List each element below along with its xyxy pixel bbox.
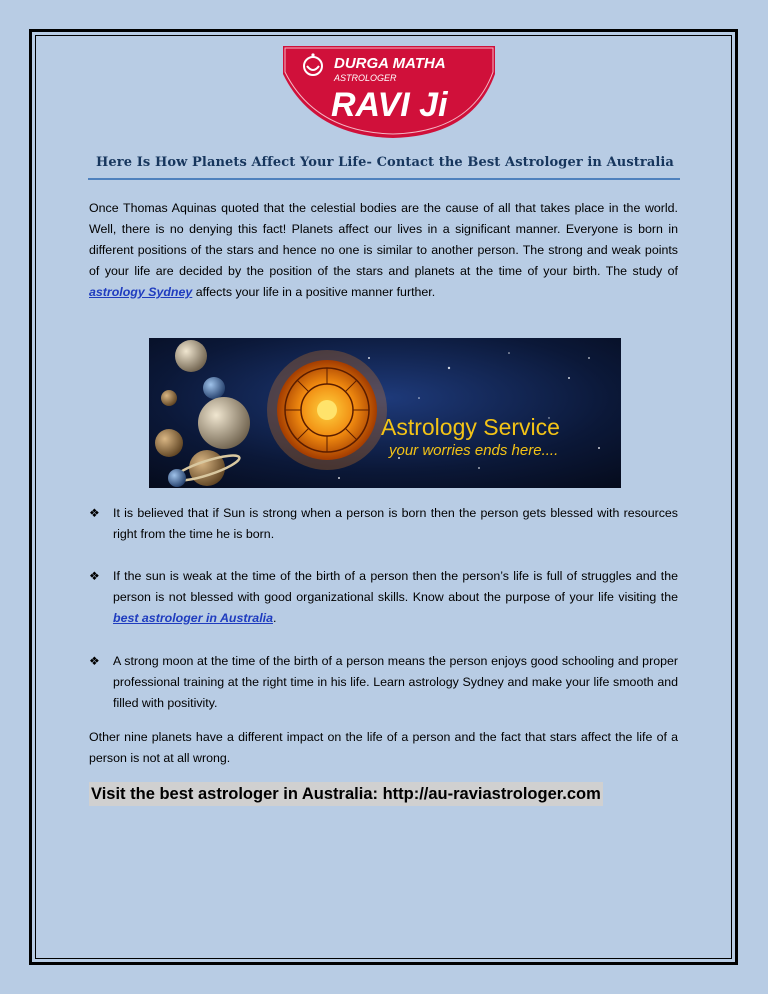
diamond-bullet-icon: ❖ xyxy=(89,569,100,583)
best-astrologer-link[interactable]: best astrologer in Australia xyxy=(113,611,273,625)
bullet-item-3 xyxy=(89,651,678,714)
diamond-bullet-icon: ❖ xyxy=(89,506,100,520)
logo-line2: ASTROLOGER xyxy=(334,73,397,83)
astrology-service-banner xyxy=(149,338,621,488)
intro-paragraph xyxy=(89,198,678,303)
page-title: Here Is How Planets Affect Your Life- Contact the Best Astrologer in Australia xyxy=(96,155,674,170)
logo-line3: RAVI Ji xyxy=(331,86,448,124)
banner-line2: your worries ends here.... xyxy=(389,442,559,459)
bullet-text xyxy=(113,566,678,629)
bullet-text-before: If the sun is weak at the time of the birth of a person then the person’s life is full of struggles and the person is not blessed with good organizational skills. Know about the purpose of your life visiting the xyxy=(113,569,678,604)
cta-visit-website[interactable]: Visit the best astrologer in Australia: http://au-raviastrologer.com xyxy=(89,782,603,806)
logo-line1: DURGA MATHA xyxy=(334,55,446,72)
page-border-inner xyxy=(35,35,732,959)
bullet-text: A strong moon at the time of the birth of a person means the person enjoys good schooling and proper professional training at the right time in his life. Learn astrology Sydney and make your life smooth and filled with positivity. xyxy=(113,654,678,710)
zodiac-wheel-icon xyxy=(267,350,387,470)
durga-matha-logo xyxy=(273,44,497,140)
bullet-text: It is believed that if Sun is strong when a person is born then the person gets blessed with resources right from the time he is born. xyxy=(113,506,678,541)
astrology-sydney-link[interactable]: astrology Sydney xyxy=(89,285,193,299)
bullet-item-2 xyxy=(89,566,678,629)
bullet-text-after: . xyxy=(272,611,277,625)
bullet-item-1 xyxy=(89,503,678,545)
banner-line1: Astrology Service xyxy=(381,414,560,440)
intro-text-after: affects your life in a positive manner further. xyxy=(192,285,436,299)
intro-text-before: Once Thomas Aquinas quoted that the celestial bodies are the cause of all that takes place in the world. Well, there is no denying this fact! Planets affect our lives in a significant manner. Everyone is born in different positions of the stars and hence no one is similar to another person. The strong and weak points of your life are decided by the position of the stars and planets at the time of your birth. The study of xyxy=(89,201,678,278)
title-underline xyxy=(88,178,680,180)
diamond-bullet-icon: ❖ xyxy=(89,654,100,668)
closing-paragraph: Other nine planets have a different impact on the life of a person and the fact that stars affect the life of a person is not at all wrong. xyxy=(89,730,678,765)
